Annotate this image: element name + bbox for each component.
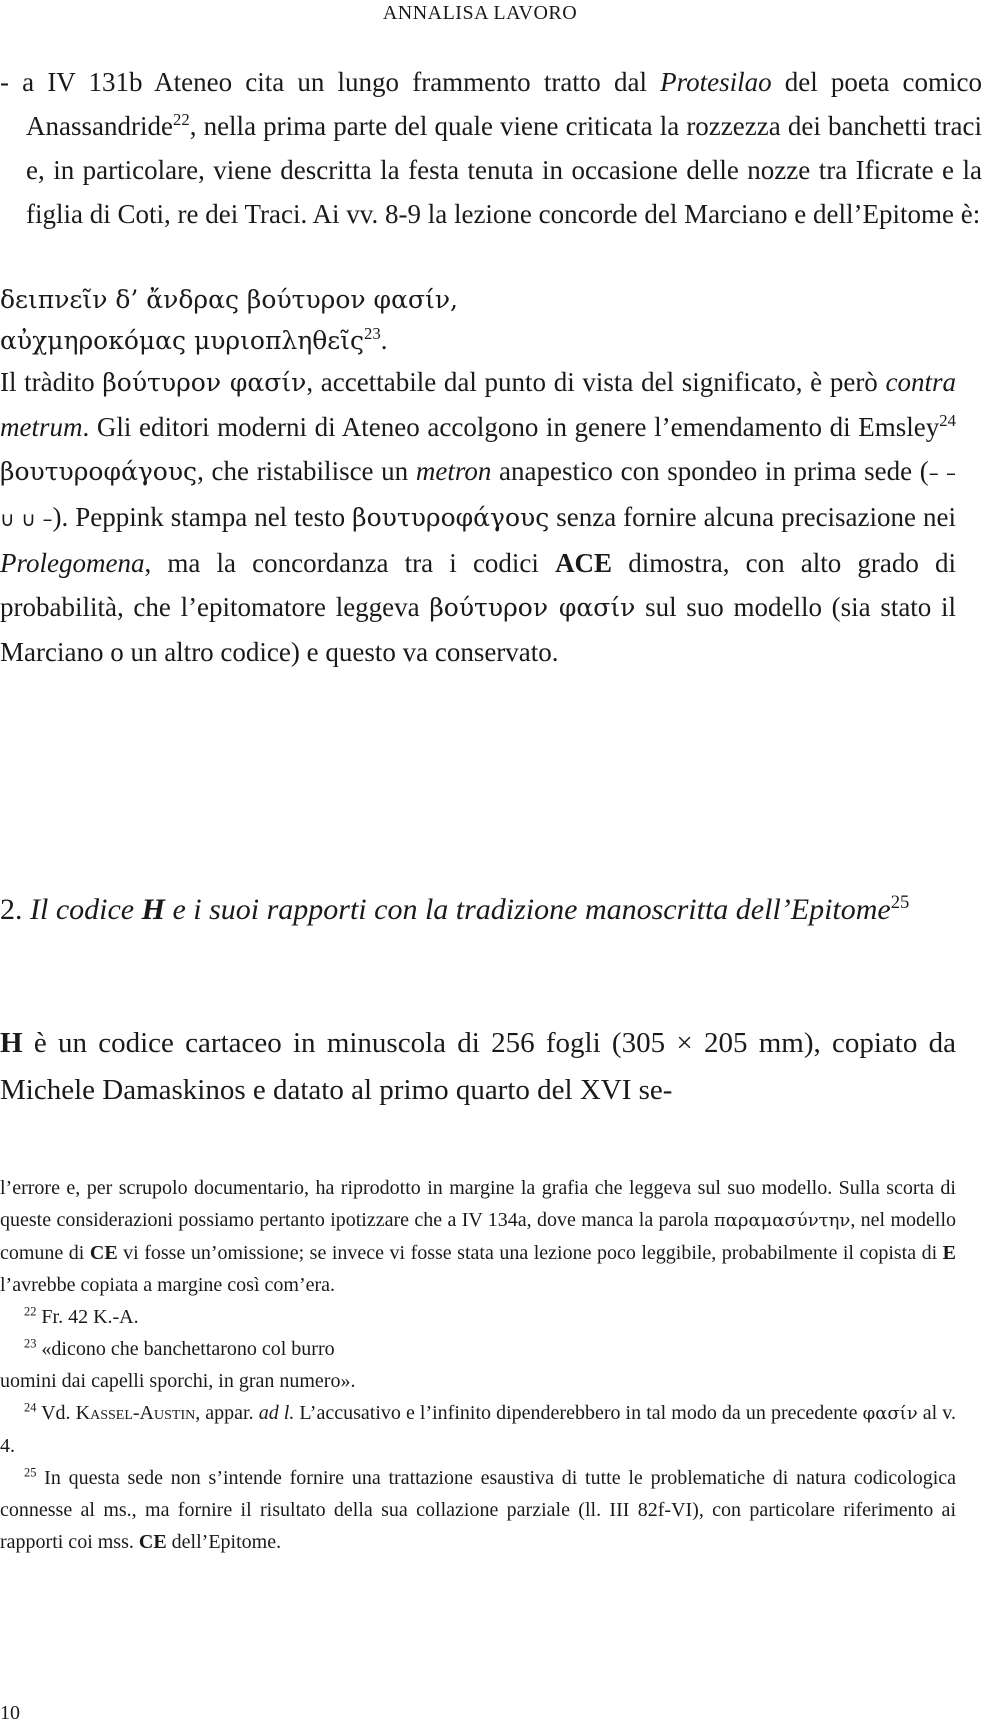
text: del poeta comico Anassandride [26,67,982,141]
greek-text: παραμασύντην [713,1210,851,1231]
author-name: Austin [139,1402,196,1424]
footnote-number: 23 [24,1336,37,1351]
footnote-ref-25: 25 [890,892,910,913]
title-protesilao: Protesilao [660,67,772,97]
text: l’avrebbe copiata a margine così com’era. [0,1274,336,1296]
greek-text: βουτυροφάγους [352,503,550,532]
text: l’errore e, per scrupolo documentario, ha riprodotto in margine la grafia che leggeva sul suo modello. Sulla scorta di queste considerazioni possiamo pertanto ipotizzare che a IV 134a, dove manca la parola [0,1177,956,1231]
bold-sigla: ACE [555,548,613,578]
text: vi fosse un’omissione; se invece vi fosse stata una lezione poco leggibile, probabilmente il copista di [117,1242,943,1264]
footnote-continuation [0,1172,956,1301]
paragraph-tradito [0,360,956,674]
text: Il tràdito [0,367,103,397]
bullet-marker: - [0,67,9,97]
bold-sigla: CE [138,1531,167,1553]
footnote-number: 24 [24,1400,37,1415]
footnote-25 [0,1462,956,1558]
paragraph-codice-h [0,1020,956,1114]
punctuation: . [380,325,388,355]
italic-text: contra metrum [0,367,956,442]
greek-text: βούτυρον φασίν [429,593,636,622]
bold-sigla: E [942,1242,956,1264]
section-heading [0,888,956,932]
text: dimostra, con alto grado di probabilità, che l’epitomatore leggeva [0,548,956,622]
heading-text: e i suoi rapporti con la tradizione manoscritta dell’Epitome [164,893,891,926]
text: dell’Epitome. [166,1531,282,1553]
text: Fr. 42 K.-A. [36,1306,139,1328]
text: anapestico con spondeo in prima sede ( [491,456,929,486]
text: a IV 131b Ateneo cita un lungo frammento tratto dal [22,67,661,97]
greek-text: βουτυροφάγους [0,457,198,486]
footnote-24 [0,1397,956,1462]
text: senza fornire alcuna precisazione nei [549,502,956,532]
text: , accettabile dal punto di vista del significato, è però [306,367,886,397]
text: L’accusativo e l’infinito dipenderebbero in tal modo da un precedente [294,1402,863,1424]
text: In questa sede non s’intende fornire una trattazione esaustiva di tutte le problematiche di natura codicologica connesse al ms., ma fornire il risultato della sua collazione parziale (ll. III 82f-VI), con particolare riferimento ai rapporti coi mss. [0,1467,956,1553]
greek-text: αὐχμηροκόμας μυριοπληθεῖς [0,326,365,355]
text: - [132,1402,140,1424]
text: ). Peppink stampa nel testo [52,502,353,532]
text: , appar. [195,1402,259,1424]
text: sul suo modello (sia stato il Marciano o un altro codice) e questo va conservato. [0,592,957,667]
text: , che ristabilisce un [197,456,416,486]
text: , nel modello comune di [0,1209,957,1264]
heading-text: Il codice [30,893,142,926]
footnote-23-line-2: uomini dai capelli sporchi, in gran numero». [0,1370,356,1392]
greek-text: φασίν [862,1403,918,1424]
footnotes [0,1172,956,1558]
text: è un codice cartaceo in minuscola di 256 fogli (305 × 205 mm), copiato da Michele Damaskinos e datato al primo quarto del XVI se- [0,1027,956,1106]
footnote-ref-23: 23 [364,324,381,343]
text: al v. 4. [0,1402,956,1457]
heading-sigla: H [141,893,165,926]
metrical-scheme: – – ∪ ∪ – [0,461,957,531]
bullet-paragraph [0,60,982,236]
footnote-number: 22 [24,1304,37,1319]
text: . Gli editori moderni di Ateneo accolgono in genere l’emendamento di Emsley [82,412,940,442]
footnote-23 [0,1333,956,1365]
italic-text: ad l. [258,1402,295,1424]
running-head: ANNALISA LAVORO [382,2,578,24]
verse-line-2 [0,320,956,361]
footnote-ref-22: 22 [172,110,190,129]
verse-line-1: δειπνεῖν δ’ ἄνδρας βούτυρον φασίν, [0,285,458,314]
italic-text: metron [415,456,492,486]
footnote-22 [0,1301,956,1333]
bold-sigla: H [0,1027,23,1059]
text: , ma la concordanza tra i codici [144,548,556,578]
text: «dicono che banchettarono col burro [36,1338,335,1360]
bold-sigla: CE [89,1242,118,1264]
author-name: Kassel [75,1402,133,1424]
footnote-number: 25 [24,1465,37,1480]
italic-text: Prolegomena [0,548,145,578]
footnote-ref-24: 24 [939,411,956,430]
greek-verse-quote [0,280,956,361]
greek-text: βούτυρον φασίν [102,368,307,397]
text: , nella prima parte del quale viene criticata la rozzezza dei banchetti traci e, in particolare, viene descritta la festa tenuta in occasione delle nozze tra Ificrate e la figlia di Coti, re dei Traci. Ai vv. 8-9 la lezione concorde del Marciano e dell’Epitome è: [26,111,982,229]
text: Vd. [36,1402,76,1424]
section-number: 2. [0,893,30,926]
page-number: 10 [0,1702,20,1724]
